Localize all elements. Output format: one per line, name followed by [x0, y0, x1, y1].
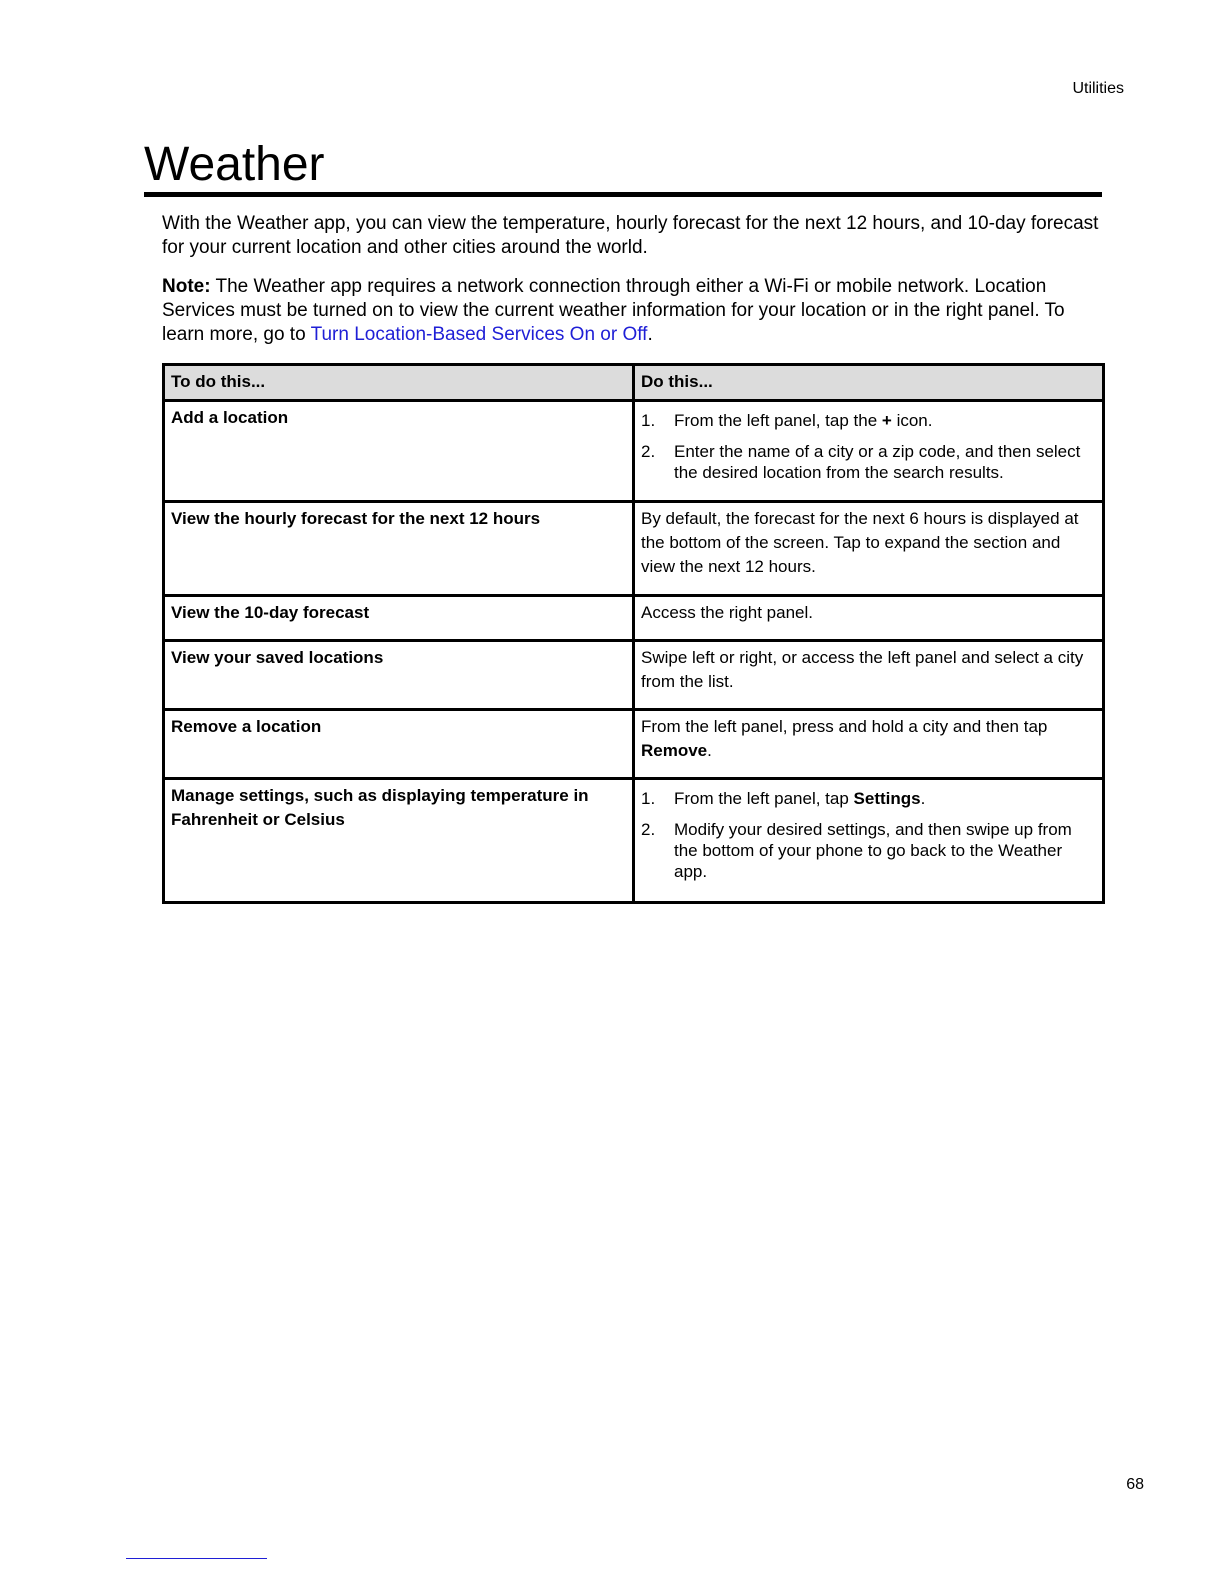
list-item [641, 410, 1096, 431]
list-item [641, 441, 1096, 483]
step-text [674, 410, 932, 431]
table-row [164, 779, 1104, 903]
intro-paragraph: With the Weather app, you can view the temperature, hourly forecast for the next 12 hours, and 10-day forecast for your current location and other cities around the world. [162, 213, 1099, 258]
table-header-row [164, 365, 1104, 401]
table-row [164, 401, 1104, 502]
step-number: 2. [641, 820, 656, 839]
step-text-post: . [920, 789, 926, 808]
action-cell: Swipe left or right, or access the left panel and select a city from the list. [634, 641, 1104, 710]
step-text-post: icon. [891, 411, 933, 430]
table-row [164, 710, 1104, 779]
action-cell: Access the right panel. [634, 596, 1104, 641]
settings-label: Settings [853, 789, 921, 808]
task-cell: View the hourly forecast for the next 12 hours [164, 502, 634, 596]
main-content [162, 212, 1102, 904]
task-cell: Remove a location [164, 710, 634, 779]
weather-tasks-table [162, 363, 1105, 904]
note-text: The Weather app requires a network connection through either a Wi-Fi or mobile network. Location Services must be turned on to view the current weather information for your location or in the right panel. To learn more, go to [162, 276, 1065, 345]
step-text-pre: From the left panel, tap [674, 789, 854, 808]
action-cell [634, 779, 1104, 903]
step-text [674, 788, 925, 809]
step-number: 1. [641, 411, 656, 430]
page-title: Weather [144, 138, 1102, 197]
task-cell: View the 10-day forecast [164, 596, 634, 641]
step-number: 1. [641, 789, 656, 808]
table-row [164, 596, 1104, 641]
note-label: Note: [162, 276, 211, 297]
action-cell: By default, the forecast for the next 6 hours is displayed at the bottom of the screen. Tap to expand the section and view the next 12 hours. [634, 502, 1104, 596]
column-header-task: To do this... [164, 365, 634, 401]
steps-list [641, 410, 1096, 483]
action-cell [634, 401, 1104, 502]
list-item [641, 819, 1096, 882]
note-end: . [647, 324, 653, 345]
remove-label: Remove [641, 741, 708, 760]
column-header-action: Do this... [634, 365, 1104, 401]
plus-icon: + [881, 411, 892, 430]
note-paragraph [162, 275, 1102, 347]
table-row [164, 502, 1104, 596]
step-text: Modify your desired settings, and then swipe up from the bottom of your phone to go back to the Weather app. [674, 820, 1072, 881]
location-services-link[interactable]: Turn Location-Based Services On or Off [310, 324, 648, 345]
step-number: 2. [641, 442, 656, 461]
step-text: Enter the name of a city or a zip code, and then select the desired location from the search results. [674, 442, 1081, 482]
task-cell: Manage settings, such as displaying temperature in Fahrenheit or Celsius [164, 779, 634, 903]
action-text-pre: From the left panel, press and hold a city and then tap [641, 717, 1048, 736]
running-header: Utilities [1072, 80, 1124, 97]
footnote-separator [126, 1558, 267, 1559]
list-item [641, 788, 1096, 809]
action-text-post: . [707, 741, 712, 760]
table-row [164, 641, 1104, 710]
action-cell [634, 710, 1104, 779]
task-cell: Add a location [164, 401, 634, 502]
page-number: 68 [1126, 1476, 1144, 1493]
steps-list [641, 788, 1096, 882]
step-text-pre: From the left panel, tap the [674, 411, 882, 430]
task-cell: View your saved locations [164, 641, 634, 710]
